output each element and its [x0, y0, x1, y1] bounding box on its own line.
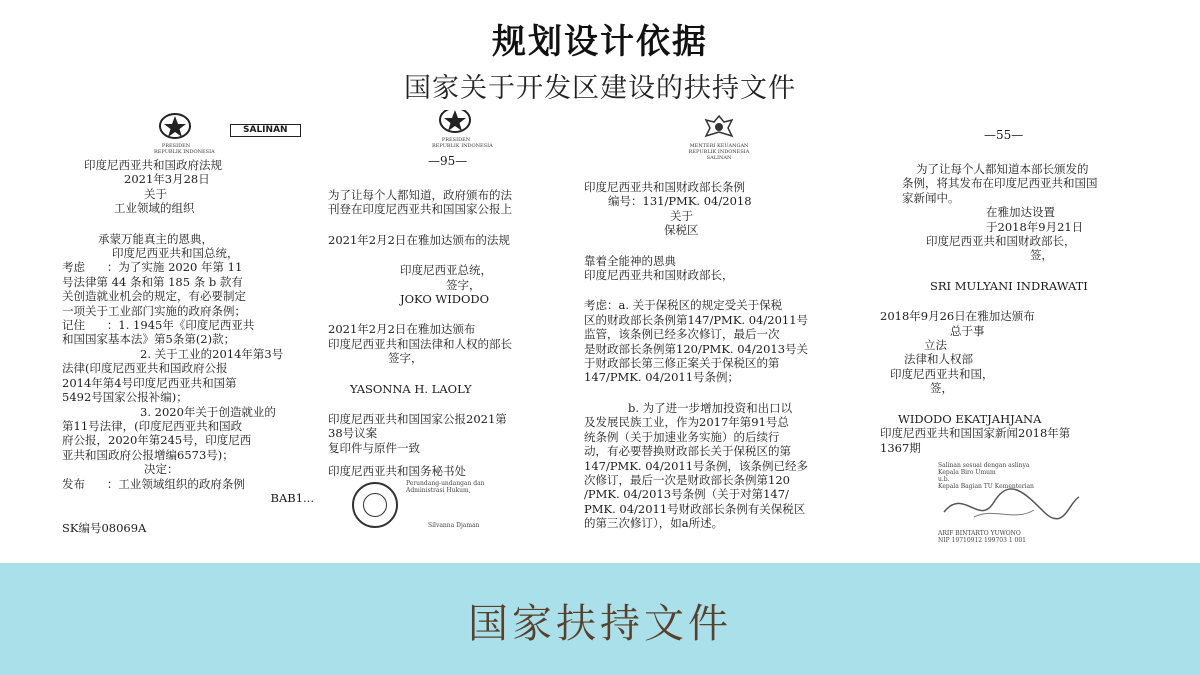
doc1-line: 亚共和国政府公报增编6573号)； [62, 447, 234, 462]
doc2-line: 为了让每个人都知道，政府颁布的法 [328, 188, 512, 202]
doc2-line: 印度尼西亚总统， [400, 263, 492, 278]
doc4-signatory: SRI MULYANI INDRAWATI [930, 278, 1088, 293]
doc4-line: 印度尼西亚共和国国家新闻2018年第 [880, 426, 1071, 441]
doc2-signatory: JOKO WIDODO [400, 292, 490, 307]
seal-note: Perundang-undangan dan Administrasi Hukum, [406, 480, 485, 494]
doc4-line: 印度尼西亚共和国， [890, 366, 994, 381]
official-seal-icon [352, 482, 398, 528]
doc4-line: 2018年9月26日在雅加达颁布 [880, 309, 1035, 324]
doc1-line: 发布 ：工业领域组织的政府条例 [62, 476, 245, 491]
page-number: —95— [428, 154, 468, 168]
emblem-caption: MENTERI KEUANGAN REPUBLIK INDONESIA SALINAN [688, 143, 750, 161]
doc4-line: 签， [1030, 248, 1053, 263]
doc4-line: 总于事 [950, 323, 985, 338]
doc1-reference-number: SK编号08069A [62, 521, 147, 536]
banner-caption: 国家扶持文件 [468, 601, 732, 647]
emblem-caption: PRESIDEN REPUBLIK INDONESIA [154, 143, 215, 155]
doc2-line: 38号议案 [328, 426, 378, 441]
doc3-line: 考虑：a. 关于保税区的规定受关于保税 [584, 298, 783, 313]
signature-stamp-icon [934, 482, 1084, 532]
doc1-line: 考虑 ：为了实施 2020 年第 11 [62, 260, 243, 275]
slide-subtitle: 国家关于开发区建设的扶持文件 [404, 73, 796, 104]
doc4-line: 于2018年9月21日 [986, 219, 1084, 234]
doc4-line: 立法 [924, 338, 947, 353]
doc1-line: 关于 [144, 186, 167, 201]
doc4-line: 条例，将其发布在印度尼西亚共和国国 [902, 176, 1098, 191]
doc1-line: 记住 ：1. 1945年《印度尼西亚共 [62, 318, 255, 333]
doc3-line: 区的财政部长条例第147/PMK. 04/2011号 [584, 312, 809, 327]
doc3-line: b. 为了进一步增加投资和出口以 [628, 400, 793, 415]
doc4-header [880, 110, 1145, 146]
doc1-header [62, 110, 324, 158]
doc3-line: 关于 [670, 208, 693, 223]
doc4-line: 在雅加达设置 [986, 205, 1055, 220]
salinan-label: SALINAN [230, 124, 301, 137]
doc1-line: 2014年第4号印度尼西亚共和国第 [62, 375, 237, 390]
document-finance-ministry-regulation [584, 110, 876, 555]
doc2-line: 2021年2月2日在雅加达颁布 [328, 322, 476, 337]
doc4-line: 签， [930, 381, 953, 396]
doc4-line: 1367期 [880, 440, 921, 455]
doc1-line: 一项关于工业部门实施的政府条例； [62, 303, 246, 318]
document-regulation-continued [328, 110, 578, 555]
doc2-line: 签字， [388, 351, 423, 366]
doc2-line: 印度尼西亚共和国国家公报2021第 [328, 412, 507, 427]
doc1-line: 3. 2020年关于创造就业的 [140, 404, 276, 419]
doc4-line: 法律和人权部 [904, 352, 973, 367]
doc3-line: 统条例（关于加速业务实施）的后续行 [584, 429, 780, 444]
garuda-emblem-icon [438, 110, 472, 136]
doc2-line: 签字， [446, 277, 481, 292]
doc3-line: 147/PMK. 04/2011号条例； [584, 370, 740, 385]
emblem-caption: PRESIDEN REPUBLIK INDONESIA [432, 137, 493, 149]
doc1-line: 印度尼西亚共和国政府法规 [84, 158, 222, 172]
doc2-header [328, 110, 578, 172]
doc3-line: 的第三次修订），如a所述。 [584, 516, 724, 531]
doc2-line: 印度尼西亚共和国法律和人权的部长 [328, 336, 512, 351]
doc1-line: BAB1... [270, 490, 314, 505]
document-finance-ministry-continued [880, 110, 1145, 555]
doc3-line: 印度尼西亚共和国财政部长条例 [584, 180, 745, 194]
doc1-line: 第11号法律，(印度尼西亚共和国政 [62, 418, 243, 433]
doc3-line: 监管，该条例已经多次修订，最后一次 [584, 327, 780, 342]
doc2-line: 印度尼西亚共和国务秘书处 [328, 464, 466, 479]
doc2-signatory: YASONNA H. LAOLY [350, 381, 472, 396]
doc3-header [584, 110, 876, 180]
doc1-line: 2. 关于工业的2014年第3号 [140, 346, 284, 361]
doc3-line: 及发展民族工业，作为2017年第91号总 [584, 415, 789, 430]
garuda-emblem-icon [702, 112, 736, 142]
doc1-line: 2021年3月28日 [124, 172, 210, 187]
doc4-line: 家新闻中。 [902, 190, 960, 205]
doc4-signatory: WIDODO EKATJAHJANA [898, 411, 1042, 426]
doc1-line: 工业领域的组织 [114, 201, 195, 216]
doc3-line: 于财政部长第三修正案关于保税区的第 [584, 356, 780, 371]
doc4-line: 为了让每个人都知道本部长颁发的 [916, 162, 1089, 176]
doc1-line: 号法律第 44 条和第 185 条 b 款有 [62, 274, 243, 289]
doc1-line: 法律(印度尼西亚共和国政府公报 [62, 361, 228, 376]
doc1-line: 和国国家基本法》第5条第(2)款； [62, 332, 236, 347]
page-number: —55— [984, 128, 1024, 142]
doc1-line: 决定： [144, 462, 179, 477]
slide-title: 规划设计依据 [492, 22, 708, 62]
doc2-line: 刊登在印度尼西亚共和国国家公报上 [328, 202, 512, 217]
doc1-line: 5492号国家公报补编)； [62, 390, 188, 405]
doc2-line: 2021年2月2日在雅加达颁布的法规 [328, 232, 510, 247]
doc2-line: 复印件与原件一致 [328, 440, 420, 455]
doc3-line: 次修订，最后一次是财政部长条例第120 [584, 472, 790, 487]
certification-note: Salinan sesuai dengan aslinya Kepala Biro Umum u.b. Kepala Bagian TU Kementerian [938, 462, 1034, 490]
doc3-line: 靠着全能神的恩典 [584, 253, 676, 268]
doc4-line: 印度尼西亚共和国财政部长， [926, 234, 1076, 249]
doc3-line: /PMK. 04/2013号条例（关于对第147/ [584, 487, 789, 502]
doc3-line: 编号：131/PMK. 04/2018 [608, 194, 752, 209]
doc3-line: 动，有必要替换财政部长关于保税区的第 [584, 444, 791, 459]
seal-signatory: Silvanna Djaman [428, 522, 480, 529]
doc1-line: 承蒙万能真主的恩典， [98, 231, 213, 246]
doc3-line: 是财政部长条例第120/PMK. 04/2013号关 [584, 341, 809, 356]
doc1-line: 府公报，2020年第245号，印度尼西 [62, 433, 252, 448]
doc3-line: PMK. 04/2011号财政部长条例有关保税区 [584, 501, 806, 516]
garuda-emblem-icon [158, 112, 192, 142]
certifier-name: ARIF BINTARTO YUWONO NIP 19710912 199703 1 001 [938, 530, 1026, 544]
doc3-line: 147/PMK. 04/2011号条例，该条例已经多 [584, 458, 809, 473]
doc3-line: 保税区 [664, 223, 699, 238]
doc3-line: 印度尼西亚共和国财政部长， [584, 268, 734, 283]
doc1-line: 印度尼西亚共和国总统， [112, 246, 239, 261]
doc1-line: 关创造就业机会的规定，有必要制定 [62, 289, 246, 304]
document-government-regulation [62, 110, 324, 555]
